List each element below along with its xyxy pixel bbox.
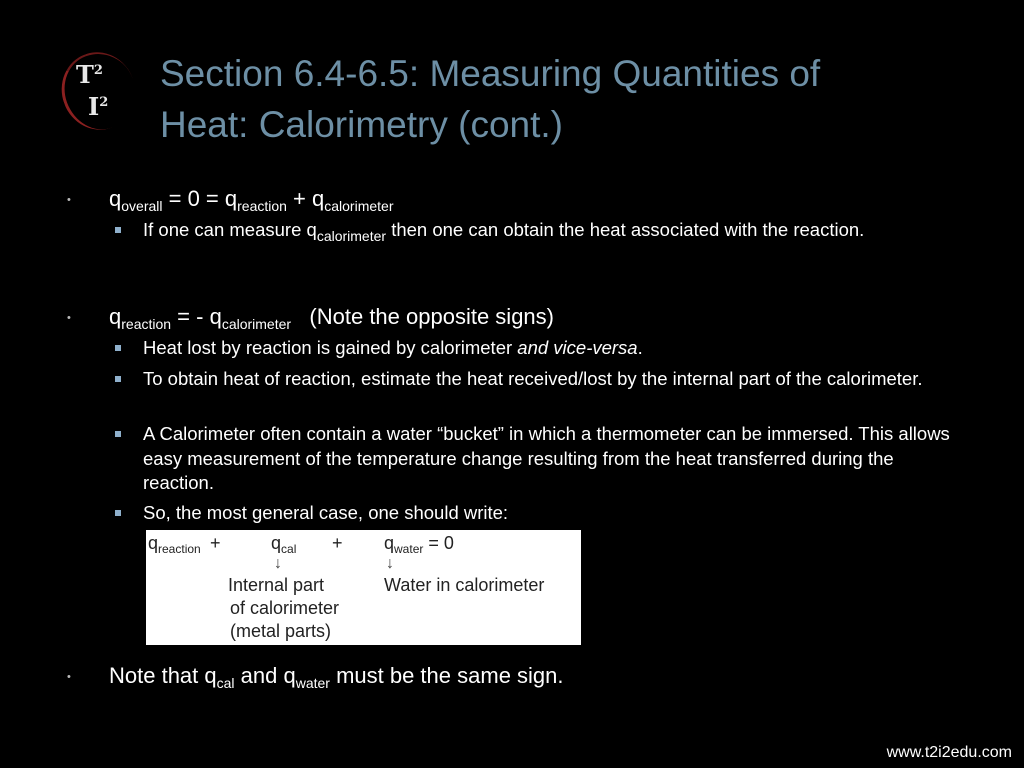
slide-title — [160, 48, 980, 150]
sub-bullet-water-bucket: A Calorimeter often contain a water “bucket” in which a thermometer can be immersed. This allows easy measurement of the temperature change resulting from the heat transferred during the reaction. — [143, 422, 953, 496]
down-arrow-icon: ↓ — [274, 555, 282, 572]
square-bullet — [115, 345, 121, 351]
plus-sign-1: + — [210, 533, 221, 553]
sub-bullet-heat-lost: Heat lost by reaction is gained by calorimeter and vice-versa. — [143, 336, 953, 361]
logo-arc — [51, 42, 146, 140]
bullet-dot: • — [67, 312, 71, 324]
label-of-calorimeter: of calorimeter — [230, 598, 340, 618]
down-arrow-icon: ↓ — [386, 555, 394, 572]
bullet-q-overall: • $q_{overall} = 0 = q_{reaction} + q_{calorimeter}$ — [67, 186, 394, 214]
plus-sign-2: + — [332, 533, 343, 553]
bullet-q-reaction: • $q_{reaction}$ = - $q_{calorimeter}$ (Note the opposite signs) — [67, 304, 554, 332]
title-line-1: Section 6.4-6.5: Measuring Quantities of — [160, 53, 821, 94]
label-water-in-calorimeter: Water in calorimeter — [384, 575, 545, 595]
square-bullet — [115, 227, 121, 233]
term-q-reaction: $q_{reaction}$ — [148, 533, 201, 556]
equation-diagram — [146, 530, 581, 645]
label-metal-parts: (metal parts) — [230, 621, 332, 641]
term-q-water: $q_{water} = 0$ — [384, 533, 454, 556]
bullet-dot: • — [67, 194, 71, 206]
sub-bullet-measure: If one can measure $q_{calorimeter}$ then one can obtain the heat associated with the reaction. — [143, 218, 953, 249]
term-q-cal: $q_{cal}$ — [271, 533, 297, 556]
logo — [60, 50, 135, 130]
square-bullet — [115, 376, 121, 382]
logo-t: $T^2$ — [76, 60, 103, 89]
sub-bullet-obtain-heat: To obtain heat of reaction, estimate the heat received/lost by the internal part of the calorimeter. — [143, 367, 953, 392]
footer-url: www.t2i2edu.com — [886, 744, 1012, 761]
logo-i: $I^2$ — [88, 92, 109, 121]
square-bullet — [115, 510, 121, 516]
square-bullet — [115, 431, 121, 437]
sub-bullet-general-case: So, the most general case, one should write: — [143, 501, 953, 526]
title-line-2: Heat: Calorimetry (cont.) — [160, 104, 563, 145]
bullet-same-sign: • Note that $q_{cal}$ and $q_{water}$ must be the same sign. — [67, 663, 564, 691]
label-internal-part: Internal part — [228, 575, 325, 595]
bullet-dot: • — [67, 671, 71, 683]
